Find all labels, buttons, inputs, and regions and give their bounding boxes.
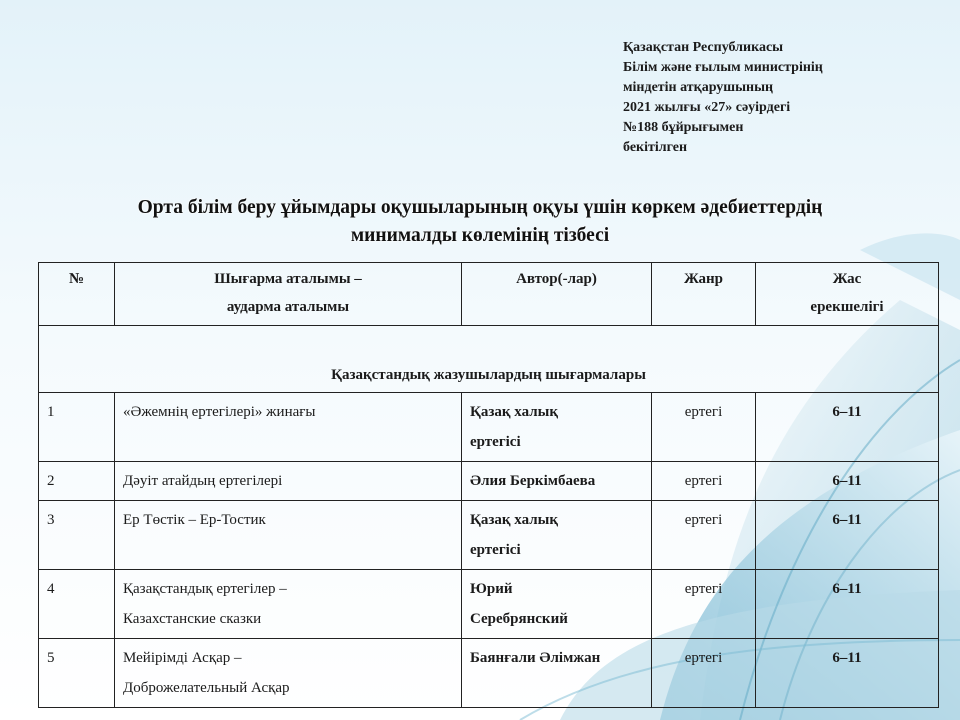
table-header-row [39,263,939,326]
approval-line: Білім және ғылым министрінің [623,60,823,75]
row-age: 6–11 [756,393,939,462]
section-heading: Қазақстандық жазушылардың шығармалары [39,326,939,393]
header-age: Жас ерекшелігі [756,263,939,326]
approval-line: Қазақстан Республикасы [623,40,784,55]
row-title: Дәуіт атайдың ертегілері [115,462,462,501]
row-age: 6–11 [756,570,939,639]
row-num: 3 [39,501,115,570]
row-author: Қазақ халық ертегісі [462,393,652,462]
table-row [39,570,939,639]
approval-line: №188 бұйрығымен [623,120,744,135]
row-genre: ертегі [652,393,756,462]
row-title: Ер Төстік – Ер-Тостик [115,501,462,570]
row-title: «Әжемнің ертегілері» жинағы [115,393,462,462]
title-line-1: Орта білім беру ұйымдары оқушыларының оқуы үшін көркем әдебиеттердің [137,197,823,218]
document-title [40,194,920,250]
row-title: Мейірімді Асқар – Доброжелательный Асқар [115,639,462,708]
header-author: Автор(-лар) [462,263,652,326]
row-author: Юрий Серебрянский [462,570,652,639]
title-line-2: минималды көлемінің тізбесі [350,225,610,246]
row-author: Қазақ халық ертегісі [462,501,652,570]
table-row [39,462,939,501]
row-age: 6–11 [756,501,939,570]
row-author: Баянғали Әлімжан [462,639,652,708]
table-row [39,501,939,570]
table-row [39,639,939,708]
table-row [39,393,939,462]
row-genre: ертегі [652,462,756,501]
row-title: Қазақстандық ертегілер – Казахстанские сказки [115,570,462,639]
header-title: Шығарма аталымы – аударма аталымы [115,263,462,326]
row-num: 5 [39,639,115,708]
header-genre: Жанр [652,263,756,326]
row-age: 6–11 [756,639,939,708]
literature-table [38,262,939,708]
row-genre: ертегі [652,639,756,708]
row-num: 1 [39,393,115,462]
approval-line: 2021 жылғы «27» сәуірдегі [623,100,791,115]
approval-line: бекітілген [623,140,688,155]
row-genre: ертегі [652,501,756,570]
header-num: № [39,263,115,326]
section-row [39,326,939,393]
row-author: Әлия Беркімбаева [462,462,652,501]
approval-line: міндетін атқарушының [623,80,774,95]
row-num: 2 [39,462,115,501]
row-genre: ертегі [652,570,756,639]
row-num: 4 [39,570,115,639]
row-age: 6–11 [756,462,939,501]
approval-stamp-text [623,38,943,158]
